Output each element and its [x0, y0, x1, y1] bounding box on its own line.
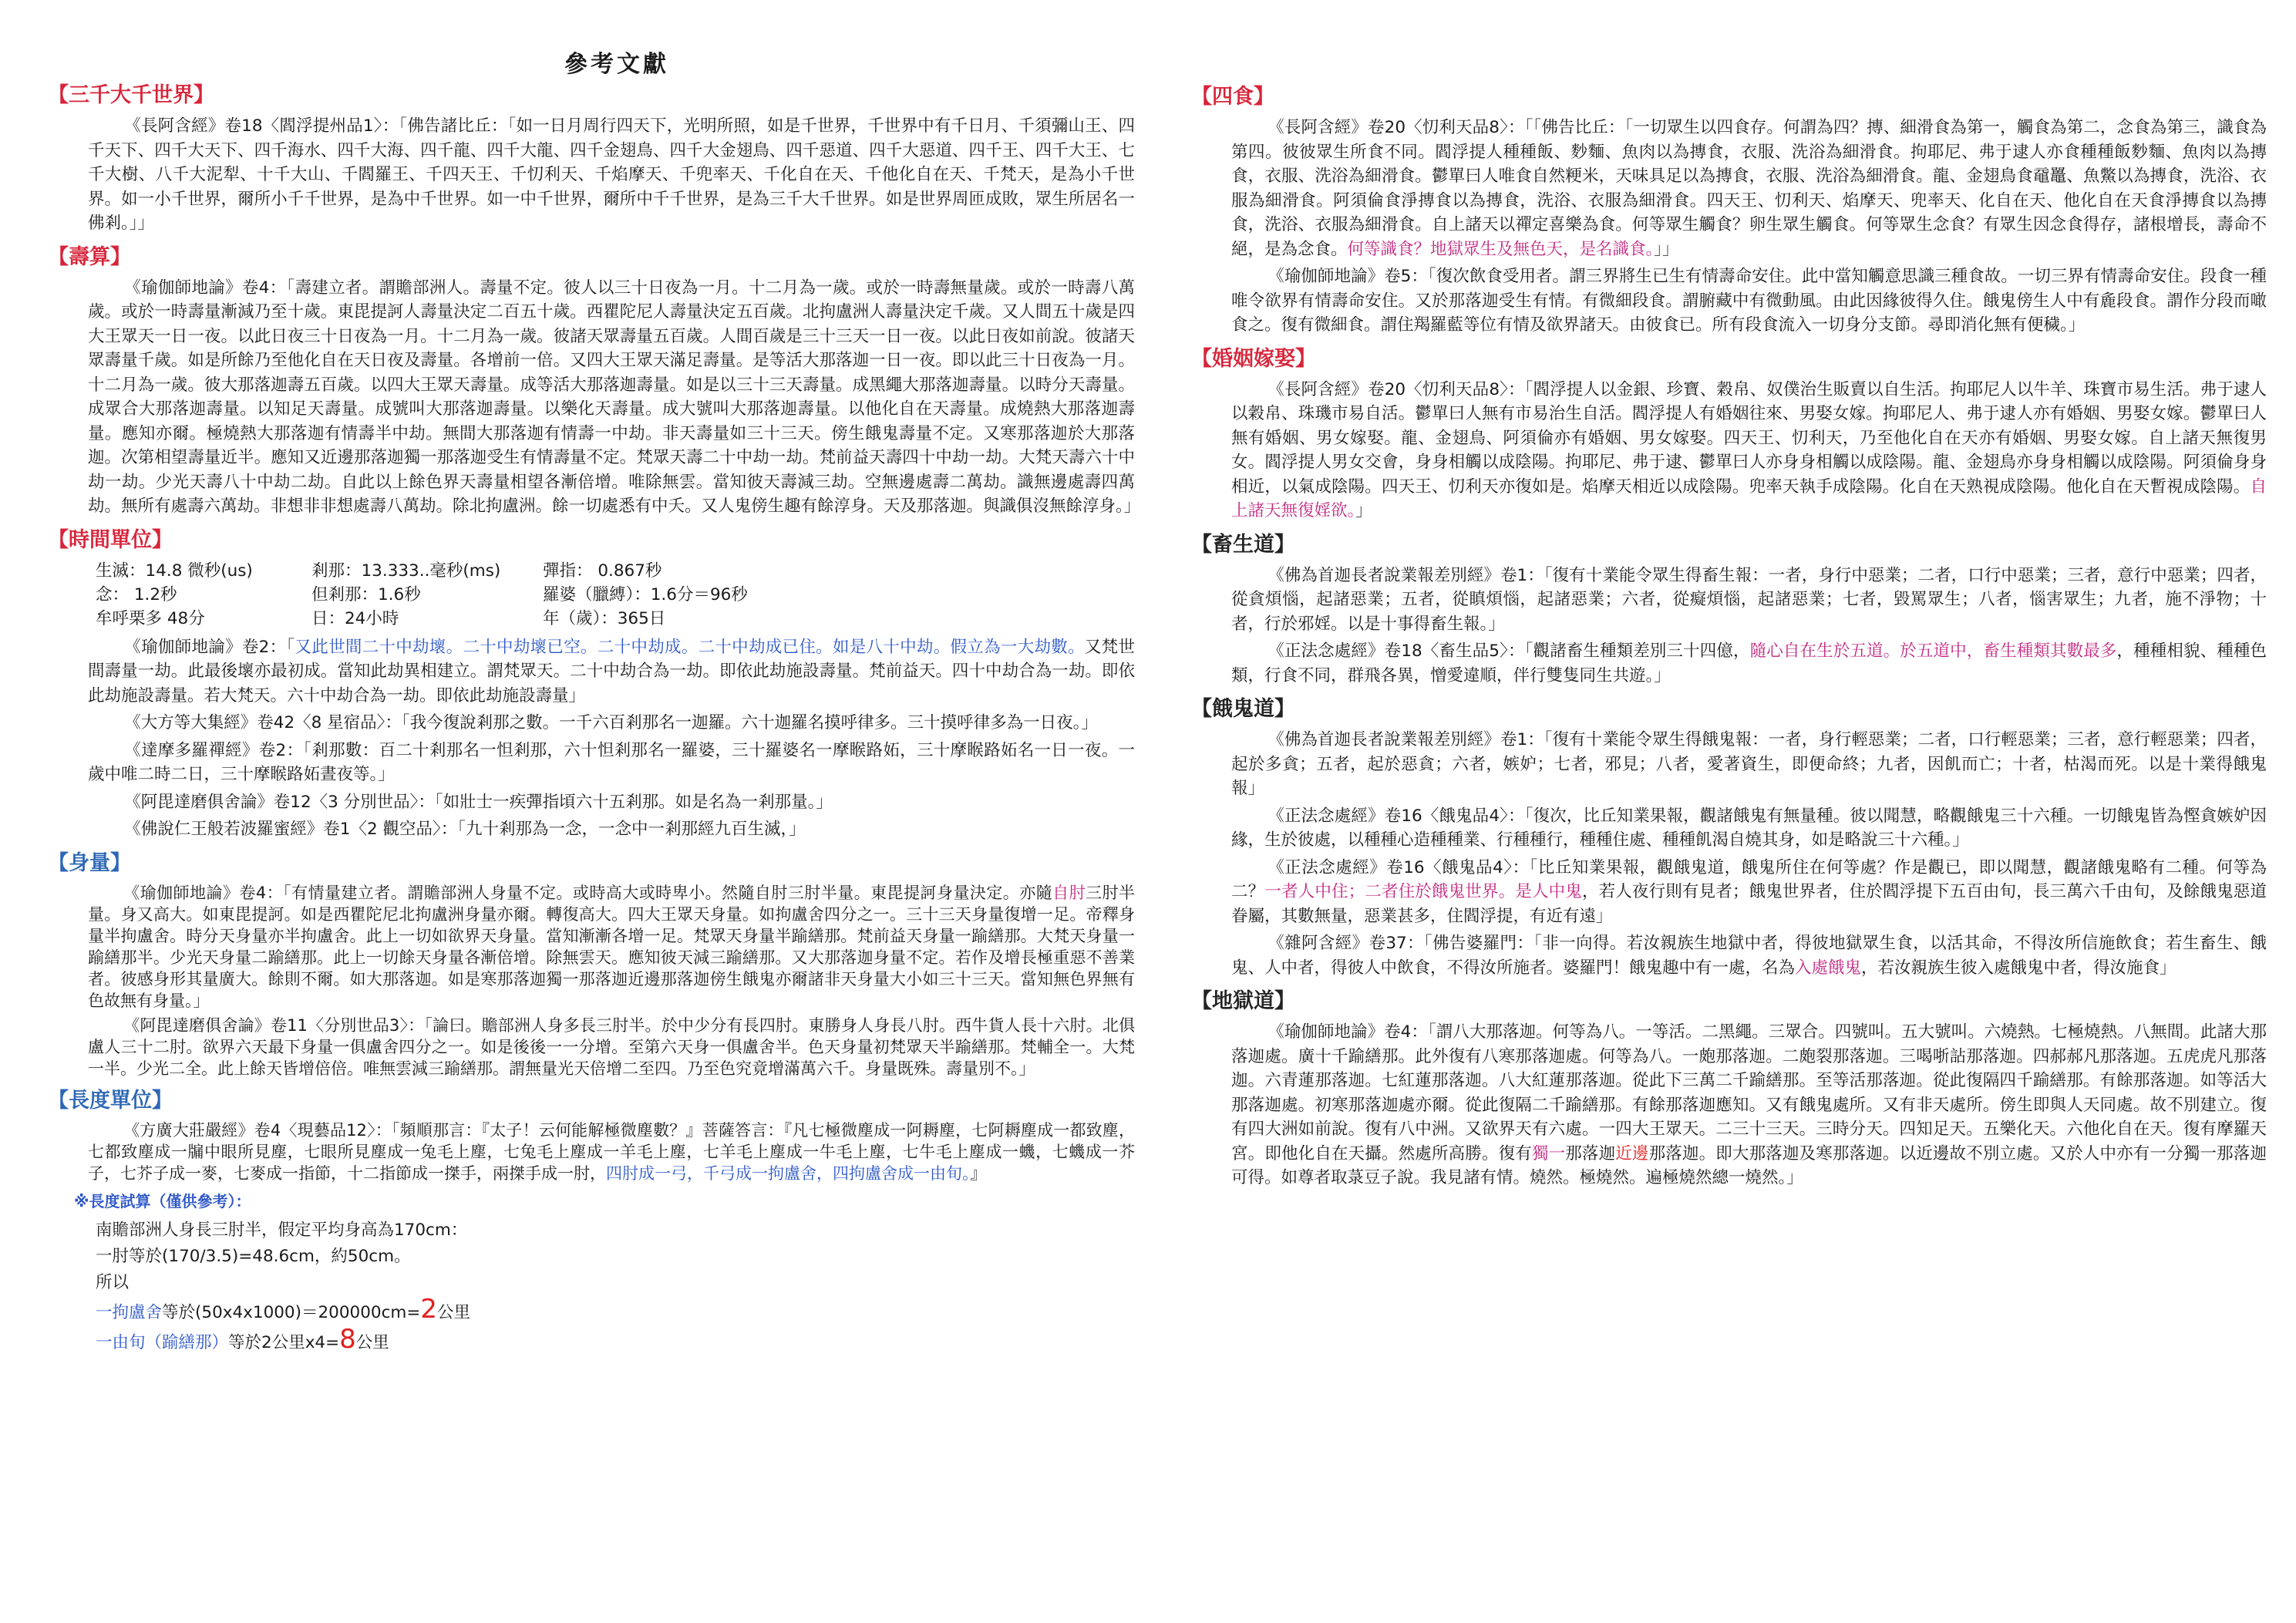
quote-text: ，種種相貌、種種色類，行食不同，群飛各異，憎愛違順，伴行雙隻同生共遊。」 [1231, 641, 2267, 685]
quote-text: 《長阿含經》卷20〈忉利天品8〉：「閻浮提人以金銀、珍寶、穀帛、奴僕治生販賣以自生活。拘耶尼人以牛羊、珠寶市易生活。弗于逮人以穀帛、珠璣市易自活。鬱單曰人無有市易治生自活。閻浮提人有婚姻往來、男娶女嫁。拘耶尼人、弗于逮人亦有婚姻、男娶女嫁。鬱單曰人無有婚姻、男女嫁娶。龍、金翅鳥、阿須倫亦有婚姻、男女嫁娶。四天王、忉利天，乃至他化自在天亦有婚姻、男娶女嫁。自上諸天無復男女。閻浮提人男女交會，身身相觸以成陰陽。拘耶尼、弗于逮、鬱單曰人亦身身相觸以成陰陽。龍、金翅鳥亦身身相觸以成陰陽。阿須倫身身相近，以氣成陰陽。四天王、忉利天亦復如是。焰摩天相近以成陰陽。兜率天執手成陰陽。化自在天熟視成陰陽。他化自在天暫視成陰陽。 [1231, 379, 2267, 497]
right-column [1191, 76, 2267, 1194]
quote-text: 《長阿含經》卷20〈忉利天品8〉：「「佛告比丘：「一切眾生以四食存。何謂為四？摶、細滑食為第一，觸食為第二，念食為第三，識食為第四。彼彼眾生所食不同。閻浮提人種種飯、麨麵、魚肉以為摶食，衣服、洗浴為細滑食。拘耶尼、弗于逮人亦食種種飯麨麵、魚肉以為摶食，衣服、洗浴為細滑食。鬱單曰人唯食自然粳米，天味具足以為摶食，衣服、洗浴為細滑食。龍、金翅鳥食黿鼉、魚鱉以為摶食，洗浴、衣服為細滑食。阿須倫食淨摶食以為摶食，洗浴、衣服為細滑食。四天王、忉利天、焰摩天、兜率天、化自在天、他化自在天食淨摶食以為摶食，洗浴、衣服為細滑食。自上諸天以禪定喜樂為食。何等眾生觸食？卵生眾生觸食。何等眾生念食？有眾生因念食得存，諸根增長，壽命不絕，是為念食。 [1231, 118, 2267, 259]
note-line: 南贍部洲人身長三肘半，假定平均身高為170cm： [96, 1220, 468, 1240]
note-text: 等於(50x4x1000)＝200000cm= [162, 1302, 421, 1322]
unit-cell: 彈指： 0.867秒 [543, 561, 662, 581]
quote-text: 」」 [1654, 239, 1679, 259]
unit-cell: 生滅：14.8 微秒(us) [96, 561, 253, 581]
quote-text: 又梵世間壽量一劫。此最後壞亦最初成。當知此劫異相建立。謂梵眾天。二十中劫合為一劫。即依此劫施設壽量。梵前益天。四十中劫合為一劫。即依此劫施設壽量。若大梵天。六十中劫合為一劫。即依此劫施設壽量」 [88, 637, 1135, 705]
highlight-text: 一者人中住；二者住於餓鬼世界。是人中鬼 [1264, 882, 1582, 901]
page-title: 參考文獻 [564, 51, 669, 78]
quote-text: 《雜阿含經》卷37：「佛告婆羅門：「非一向得。若汝親族生地獄中者，得彼地獄眾生食，以活其命，不得汝所信施飲食；若生畜生、餓鬼、人中者，得彼人中飲食，不得汝所施者。婆羅門！餓鬼趣中有一處，名為 [1231, 934, 2267, 978]
quote-ghost-abode [1191, 856, 2267, 929]
unit-cell: 但剎那：1.6秒 [311, 584, 421, 604]
length-note-title: ※長度試算（僅供參考）： [74, 1191, 251, 1211]
quote-lifespan: 《瑜伽師地論》卷4：「壽建立者。謂贍部洲人。壽量不定。彼人以三十日夜為一月。十二月為一歲。或於一時壽無量歲。或於一時壽八萬歲。或於一時壽量漸減乃至十歲。東毘提訶人壽量決定二百五十歲。西瞿陀尼人壽量決定五百歲。北拘盧洲人壽量決定千歲。又人間五十歲是四大王眾天一日一夜。以此日夜三十日夜為一月。十二月為一歲。彼諸天眾壽量五百歲。人間百歲是三十三天一日一夜。以此日夜如前說。彼諸天眾壽量千歲。如是所餘乃至他化自在天日夜及壽量。各增前一倍。又四大王眾天滿足壽量。是等活大那落迦一日一夜。即以此三十日夜為一月。十二月為一歲。彼大那落迦壽五百歲。以四大王眾天壽量。成等活大那落迦壽量。如是以三十三天壽量。成黑繩大那落迦壽量。以時分天壽量。成眾合大那落迦壽量。以知足天壽量。成號叫大那落迦壽量。以樂化天壽量。成大號叫大那落迦壽量。以他化自在天壽量。成燒熱大那落迦壽量。應知亦爾。極燒熱大那落迦有情壽半中劫。無間大那落迦有情壽一中劫。非天壽量如三十三天。傍生餓鬼壽量不定。又寒那落迦於大那落迦。次第相望壽量近半。應知又近邊那落迦獨一那落迦受生有情壽量不定。梵眾天壽二十中劫一劫。梵前益天壽四十中劫一劫。大梵天壽六十中劫一劫。少光天壽八十中劫二劫。自此以上餘色界天壽量相望各漸倍增。唯除無雲。當知彼天壽減三劫。空無邊處壽二萬劫。識無邊處壽四萬劫。無所有處壽六萬劫。非想非非想處壽八萬劫。除北拘盧洲。餘一切處悉有中夭。又人鬼傍生趣有餘淳身。天及那落迦。與識俱沒無餘淳身。」 [88, 278, 1141, 516]
quote-text: 《方廣大莊嚴經》卷4〈現藝品12〉：「頻順那言：『太子！云何能解極微塵數？』菩薩答言：『凡七極微塵成一阿耨塵，七阿耨塵成一都致塵，七都致塵成一牖中眼所見塵，七眼所見塵成一兔毛上塵，七兔毛上塵成一羊毛上塵，七羊毛上塵成一牛毛上塵，七牛毛上塵成一蟣，七蟣成一芥子，七芥子成一麥，七麥成一指節，十二指節成一搩手，兩搩手成一肘， [88, 1120, 1135, 1183]
quote-text: 《瑜伽師地論》卷2：「 [124, 637, 295, 657]
quote-kalpa [48, 635, 1135, 709]
highlight-text: 何等識食？地獄眾生及無色天，是名識食。 [1347, 239, 1655, 259]
note-line [48, 1293, 1135, 1326]
quote-text: 《正法念處經》卷18〈畜生品5〉：「觀諸畜生種類差別三十四億， [1268, 641, 1750, 661]
quote-text: 那落迦 [1565, 1143, 1616, 1163]
note-text: 公里 [355, 1332, 389, 1352]
unit-cell: 日：24小時 [311, 608, 399, 628]
quote-ghost-types: 《正法念處經》卷16〈餓鬼品4〉：「復次，比丘知業果報，觀諸餓鬼有無量種。彼以聞慧，略觀餓鬼三十六種。一切餓鬼皆為慳貪嫉妒因緣，生於彼處，以種種心造種種業、行種種行，種種住處、種種飢渴自燒其身，如是略說三十六種。」 [1231, 806, 2267, 850]
quote-dharmatrata: 《達摩多羅禪經》卷2：「剎那數：百二十剎那名一怛剎那，六十怛剎那名一羅婆，三十羅婆名一摩睺路妬，三十摩睺路妬名一日一夜。一歲中唯二時二日，三十摩睺路妬晝夜等。」 [88, 740, 1135, 784]
quote-text: ，若汝親族生彼入處餓鬼中者，得汝施食」 [1861, 958, 2176, 978]
unit-cell: 年（歲）：365日 [543, 608, 666, 628]
quote-four-foods [1191, 116, 2267, 261]
quote-text: ，若人夜行則有見者；餓鬼世界者，住於閻浮提下五百由旬，長三萬六千由旬，及餘餓鬼惡道眷屬，其數無量，惡業甚多，住閻浮提，有近有遠」 [1231, 882, 2267, 926]
highlight-text: 入處餓鬼 [1795, 958, 1862, 978]
heading-time-units: 【時間單位】 [48, 527, 173, 552]
highlight-text: 自肘 [1052, 883, 1086, 902]
heading-lifespan: 【壽算】 [48, 244, 131, 269]
heading-four-foods: 【四食】 [1191, 85, 1274, 109]
note-term: 一由旬（踰繕那） [96, 1332, 229, 1352]
note-text: 公里 [437, 1302, 471, 1322]
quote-kosa-body: 《阿毘達磨俱舍論》卷11〈分別世品3〉：「論曰。贍部洲人身多長三肘半。於中少分有長四肘。東勝身人身長八肘。西牛貨人長十六肘。北俱盧人三十二肘。欲界六天最下身量一俱盧舍四分之一。如是後後一一分增。至第六天身一俱盧舍半。色天身量初梵眾天半踰繕那。梵輔全一。大梵一半。少光二全。此上餘天皆增倍倍。唯無雲減三踰繕那。謂無量光天倍增二至四。乃至色究竟增滿萬六千。身量既殊。壽量別不。」 [88, 1015, 1135, 1078]
quote-hells [1191, 1020, 2267, 1190]
quote-text: 』 [970, 1163, 987, 1183]
highlight-text: 又此世間二十中劫壞。二十中劫壞已空。二十中劫成。二十中劫成已住。如是八十中劫。假立為一大劫數。 [295, 637, 1085, 657]
quote-ghost-karma: 《佛為首迦長者說業報差別經》卷1：「復有十業能令眾生得餓鬼報：一者，身行輕惡業；二者，口行輕惡業；三者，意行輕惡業；四者，起於多貪；五者，起於惡貪；六者，嫉妒；七者，邪見；八者，愛著資生，即便命終；九者，因飢而亡；十者，枯渴而死。以是十業得餓鬼報」 [1231, 730, 2267, 798]
quote-trichiliocosm: 《長阿含經》卷18〈閻浮提州品1〉：「佛告諸比丘：「如一日月周行四天下，光明所照，如是千世界，千世界中有千日月、千須彌山王、四千天下、四千大天下、四千海水、四千大海、四千龍、四千大龍、四千金翅鳥、四千大金翅鳥、四千惡道、四千大惡道、四千王、四千大王、七千大樹、八千大泥犁、十千大山、千閻羅王、千四天王、千忉利天、千焰摩天、千兜率天、千化自在天、千他化自在天、千梵天，是為小千世界。如一小千世界，爾所小千千世界，是為中千世界。如一中千世界，爾所中千千世界，是為三千大千世界。如是世界周匝成敗，眾生所居名一佛剎。」」 [88, 116, 1135, 233]
quote-text: 《正法念處經》卷16〈餓鬼品4〉：「比丘知業果報，觀餓鬼道，餓鬼所住在何等處？作是觀已，即以聞慧，觀諸餓鬼略有二種。何等為二？ [1231, 857, 2267, 901]
highlight-text: 自上諸天無復婬欲。 [1231, 476, 2267, 520]
highlight-text: 近邊 [1615, 1143, 1649, 1163]
quote-mahasamnipata: 《大方等大集經》卷42〈8 星宿品〉：「我今復說剎那之數。一千六百剎那名一迦羅。六十迦羅名摸呼律多。三十摸呼律多為一日夜。」 [124, 713, 1098, 732]
quote-animal-karma: 《佛為首迦長者說業報差別經》卷1：「復有十業能令眾生得畜生報：一者，身行中惡業；二者，口行中惡業；三者，意行中惡業；四者，從貪煩惱，起諸惡業；五者，從瞋煩惱，起諸惡業；六者，從癡煩惱，起諸惡業；七者，毀罵眾生；八者，惱害眾生；九者，施不淨物；十者，行於邪婬。以是十事得畜生報。」 [1231, 565, 2267, 634]
heading-marriage: 【婚姻嫁娶】 [1191, 346, 1316, 371]
note-line: 所以 [96, 1272, 130, 1292]
quote-food-usage: 《瑜伽師地論》卷5：「復次飲食受用者。謂三界將生已生有情壽命安住。此中當知觸意思識三種食故。一切三界有情壽命安住。段食一種唯令欲界有情壽命安住。又於那落迦受生有情。有微細段食。謂腑藏中有微動風。由此因緣彼得久住。餓鬼傍生人中有麁段食。謂作分段而噉食之。復有微細食。謂住羯羅藍等位有情及欲界諸天。由彼食已。所有段食流入一切身分支節。尋即消化無有便穢。」 [1231, 267, 2267, 335]
highlight-text: 獨一 [1531, 1143, 1566, 1163]
note-line [48, 1323, 1135, 1356]
heading-body-size: 【身量】 [48, 850, 131, 875]
quote-text: 」 [1355, 501, 1372, 520]
quote-text: 那落迦。即大那落迦及寒那落迦。以近邊故不別立處。又於人中亦有一分獨一那落迦可得。如尊者取菉豆子說。我見諸有情。燒然。極燒然。遍極燒然總一燒然。」 [1231, 1143, 2267, 1187]
quote-text: 三肘半量。身又高大。如東毘提訶。如是西瞿陀尼北拘盧洲身量亦爾。轉復高大。四大王眾天身量。如拘盧舍四分之一。三十三天身量復增一足。帝釋身量半拘盧舍。時分天身量亦半拘盧舍。此上一切如欲界天身量。當知漸漸各增一足。梵眾天身量半踰繕那。梵前益天身量一踰繕那。大梵天身量一踰繕那半。少光天身量二踰繕那。此上一切餘天身量各漸倍增。除無雲天。應知彼天減三踰繕那。又大那落迦身量不定。若作及增長極重惡不善業者。彼感身形其量廣大。餘則不爾。如大那落迦。如是寒那落迦獨一那落迦近邊那落迦傍生餓鬼亦爾諸非天身量大小如三十三天。當知無色界無有色故無有身量。」 [88, 883, 1136, 1010]
note-number: 8 [339, 1323, 356, 1355]
heading-length-units: 【長度單位】 [48, 1088, 173, 1113]
note-text: 等於2公里x4= [228, 1332, 340, 1352]
heading-ghost-realm: 【餓鬼道】 [1191, 697, 1295, 721]
left-column [48, 74, 1141, 1356]
unit-cell: 念： 1.2秒 [96, 584, 177, 604]
quote-animal-types [1191, 639, 2267, 688]
highlight-text: 四肘成一弓，千弓成一拘盧舍，四拘盧舍成一由旬。 [606, 1163, 971, 1183]
note-term: 一拘盧舍 [96, 1302, 163, 1322]
quote-samyukta [1191, 931, 2267, 980]
quote-renwang: 《佛說仁王般若波羅蜜經》卷1〈2 觀空品〉：「九十剎那為一念，一念中一剎那經九百生滅，」 [124, 820, 806, 839]
quote-marriage [1191, 378, 2267, 524]
quote-text: 《瑜伽師地論》卷4：「有情量建立者。謂贍部洲人身量不定。或時高大或時卑小。然隨自肘三肘半量。東毘提訶身量決定。亦隨 [123, 883, 1053, 902]
heading-trichiliocosm: 【三千大千世界】 [48, 83, 214, 107]
time-units-table [48, 559, 1135, 631]
quote-body-size [48, 882, 1135, 1012]
note-line: 一肘等於(170/3.5)=48.6cm，約50cm。 [96, 1246, 411, 1266]
quote-kosa-ksana: 《阿毘達磨俱舍論》卷12〈3 分別世品〉：「如壯士一疾彈指頃六十五剎那。如是名為一剎那量。」 [124, 792, 833, 812]
unit-cell: 牟呼栗多 48分 [96, 608, 205, 628]
quote-lalitavistara [48, 1120, 1135, 1184]
note-number: 2 [420, 1293, 437, 1325]
heading-hell-realm: 【地獄道】 [1191, 989, 1295, 1013]
highlight-text: 隨心自在生於五道。於五道中，畜生種類其數最多 [1749, 641, 2117, 661]
unit-cell: 剎那：13.333..毫秒(ms) [311, 561, 501, 581]
quote-text: 《瑜伽師地論》卷4：「謂八大那落迦。何等為八。一等活。二黑繩。三眾合。四號叫。五大號叫。六燒熱。七極燒熱。八無間。此諸大那落迦處。廣十千踰繕那。此外復有八寒那落迦處。何等為八。一皰那落迦。二皰裂那落迦。三喝哳詀那落迦。四郝郝凡那落迦。五虎虎凡那落迦。六青蓮那落迦。七紅蓮那落迦。八大紅蓮那落迦。從此下三萬二千踰繕那。至等活那落迦。從此復隔四千踰繕那。有餘那落迦。如等活大那落迦處。初寒那落迦處亦爾。從此復隔二千踰繕那。有餘那落迦應知。又有餓鬼處所。又有非天處所。傍生即與人天同處。故不別建立。復有四大洲如前說。復有八中洲。又欲界天有六處。一四大王眾天。二三十三天。三時分天。四知足天。五樂化天。六他化自在天。復有摩羅天宮。即他化自在天攝。然處所高勝。復有 [1231, 1022, 2267, 1163]
heading-animal-realm: 【畜生道】 [1191, 532, 1295, 557]
unit-cell: 羅婆（臘縛）：1.6分＝96秒 [543, 584, 748, 604]
